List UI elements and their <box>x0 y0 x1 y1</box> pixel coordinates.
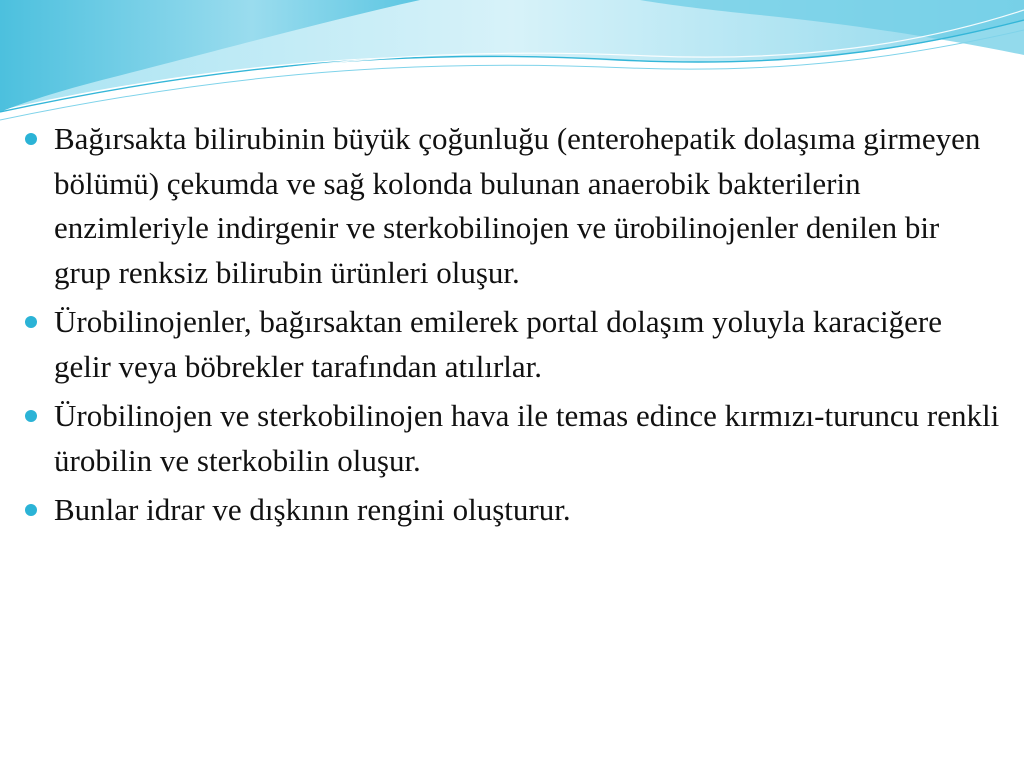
bullet-item <box>22 117 1002 295</box>
bullet-item <box>22 394 1002 483</box>
bullet-list <box>22 117 1002 538</box>
bullet-icon <box>25 410 37 422</box>
bullet-item <box>22 300 1002 389</box>
bullet-text: Bağırsakta bilirubinin büyük çoğunluğu (enterohepatik dolaşıma girmeyen bölümü) çekumda ve sağ kolonda bulunan anaerobik bakterilerin enzimleriyle indirgenir ve sterkobilinojen ve ürobilinojenler denilen bir grup renksiz bilirubin ürünleri oluşur. <box>54 121 981 290</box>
bullet-text: Ürobilinojen ve sterkobilinojen hava ile temas edince kırmızı-turuncu renkli ürobilin ve sterkobilin oluşur. <box>54 398 1000 478</box>
bullet-item <box>22 488 1002 533</box>
bullet-text: Bunlar idrar ve dışkının rengini oluşturur. <box>54 492 571 527</box>
header-wave-decoration <box>0 0 1024 130</box>
bullet-icon <box>25 133 37 145</box>
bullet-text: Ürobilinojenler, bağırsaktan emilerek portal dolaşım yoluyla karaciğere gelir veya böbrekler tarafından atılırlar. <box>54 304 942 384</box>
bullet-icon <box>25 504 37 516</box>
bullet-icon <box>25 316 37 328</box>
